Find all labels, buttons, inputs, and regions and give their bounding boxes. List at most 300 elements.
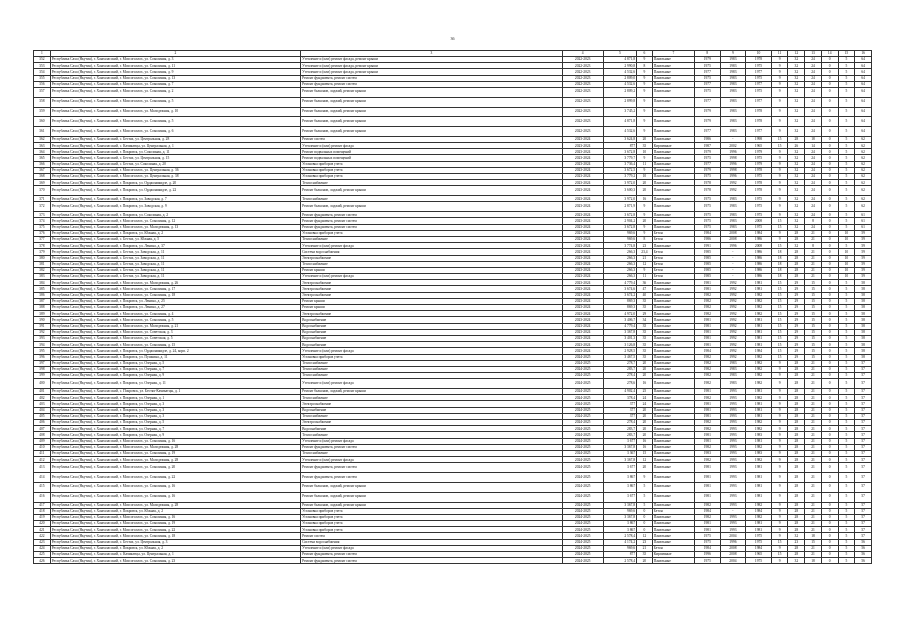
table-cell: Республика Саха (Якутия), г. Хангаласский, г. Покровск, ул. Озерная, д. 7: [50, 426, 300, 432]
table-cell: 5: [838, 354, 855, 360]
table-cell: Утепление и (или) ремонт фасада: [301, 274, 563, 280]
table-cell: 355: [34, 75, 51, 81]
table-cell: 64: [855, 117, 872, 127]
table-cell: 0: [821, 527, 838, 533]
table-cell: 57: [855, 492, 872, 502]
table-cell: Республика Саха (Якутия), г. Хангаласский, с. Бестях, ул. Заводская, д. 11: [50, 267, 300, 273]
table-cell: Утепление и (или) ремонт фасада, ремонт крыши: [301, 63, 563, 69]
table-cell: 1983: [720, 366, 746, 372]
table-cell: 397: [34, 360, 51, 366]
table-cell: Республика Саха (Якутия), г. Хангаласский, г. Мохсоголлох, ул. Соколиная, д. 22: [50, 473, 300, 483]
table-cell: 1985: [695, 274, 721, 280]
column-header: 3: [301, 51, 563, 57]
table-cell: 5: [838, 438, 855, 444]
table-cell: 266,3: [603, 249, 636, 255]
table-cell: Республика Саха (Якутия), г. Хангаласский, г. Покровск, ул. Озерная, д. 7: [50, 366, 300, 372]
table-cell: 10: [838, 255, 855, 261]
table-cell: 28: [788, 395, 805, 401]
table-cell: 2022-2023: [562, 63, 603, 69]
table-cell: 15: [771, 280, 788, 286]
table-cell: Панельные: [652, 305, 694, 311]
table-cell: 20: [637, 413, 653, 419]
table-cell: 57: [855, 502, 872, 508]
table-cell: 1986: [746, 267, 772, 273]
table-cell: 3 674,2: [603, 292, 636, 298]
table-cell: Панельные: [652, 514, 694, 520]
table-cell: 9: [637, 473, 653, 483]
table-cell: 2008: [746, 218, 772, 224]
table-cell: 5: [838, 413, 855, 419]
table-cell: 5: [838, 329, 855, 335]
table-cell: 393: [34, 335, 51, 341]
table-cell: 1983: [720, 75, 746, 81]
table-cell: 9: [771, 180, 788, 186]
table-cell: 12: [637, 261, 653, 267]
table-cell: Панельные: [652, 292, 694, 298]
table-cell: Республика Саха (Якутия), г. Хангаласский, г. Мохсоголлох, ул. Соколиная, д. 20: [50, 463, 300, 473]
table-cell: 5: [838, 558, 855, 564]
table-cell: 9: [637, 69, 653, 75]
table-cell: 1981: [746, 438, 772, 444]
table-cell: 5: [838, 463, 855, 473]
table-cell: Ремонт балконов, лоджий, ремонт крыши: [301, 87, 563, 97]
table-cell: 1975: [695, 174, 721, 180]
table-cell: 58: [855, 329, 872, 335]
table-cell: 1981: [695, 527, 721, 533]
table-cell: Республика Саха (Якутия), г. Хангаласский, г. Мохсоголлох, ул. Молодежная, д. 28: [50, 502, 300, 508]
table-cell: Панельные: [652, 527, 694, 533]
table-cell: 58: [855, 317, 872, 323]
table-cell: 28: [788, 482, 805, 492]
table-cell: 0: [821, 186, 838, 196]
table-cell: 1982: [746, 292, 772, 298]
table-cell: 24: [805, 87, 822, 97]
table-cell: 1992: [720, 280, 746, 286]
table-cell: 9: [771, 450, 788, 456]
table-cell: 9: [771, 117, 788, 127]
table-cell: 424: [34, 545, 51, 551]
table-cell: Панельные: [652, 155, 694, 161]
table-cell: Республика Саха (Якутия), г. Хангаласский, г. Мохсоголлох, ул. Соколиная, д. 17: [50, 286, 300, 292]
table-cell: 64: [855, 81, 872, 87]
table-cell: Республика Саха (Якутия), г. Хангаласский, г. Покровск, ул. Озерная, д. 5: [50, 360, 300, 366]
table-cell: Бетон: [652, 261, 694, 267]
table-cell: 5: [838, 117, 855, 127]
table-cell: 4 532,6: [603, 69, 636, 75]
table-cell: 0: [821, 373, 838, 379]
table-cell: 392: [34, 329, 51, 335]
table-cell: Панельные: [652, 407, 694, 413]
table-cell: 0: [821, 438, 838, 444]
capital-repair-table: [33, 50, 872, 564]
table-cell: 377: [603, 401, 636, 407]
table-cell: 0: [821, 473, 838, 483]
table-cell: 28: [788, 389, 805, 395]
table-cell: 28: [788, 521, 805, 527]
table-cell: 9: [771, 389, 788, 395]
table-cell: 5: [838, 317, 855, 323]
table-cell: 2008: [746, 243, 772, 249]
table-cell: 384: [34, 280, 51, 286]
table-cell: 1975: [746, 63, 772, 69]
table-cell: 0: [821, 212, 838, 218]
table-cell: 403: [34, 401, 51, 407]
table-cell: 390: [34, 317, 51, 323]
table-cell: 21: [805, 236, 822, 242]
table-cell: Установка приборов учета: [301, 508, 563, 514]
table-cell: 2024-2025: [562, 432, 603, 438]
table-cell: 62: [855, 196, 872, 202]
column-header: 7: [652, 51, 694, 57]
table-cell: 1978: [746, 57, 772, 63]
table-cell: Водоснабжение: [301, 407, 563, 413]
table-cell: 29: [788, 342, 805, 348]
table-cell: Панельные: [652, 63, 694, 69]
table-cell: 1996: [720, 161, 746, 167]
table-cell: Панельные: [652, 280, 694, 286]
table-cell: 396: [34, 354, 51, 360]
table-cell: 2023-2024: [562, 230, 603, 236]
table-cell: 1983: [720, 87, 746, 97]
table-cell: 0: [821, 292, 838, 298]
table-cell: 362: [34, 136, 51, 142]
table-cell: 24: [805, 97, 822, 107]
table-cell: 1981: [695, 317, 721, 323]
table-cell: 1992: [720, 323, 746, 329]
table-cell: 1983: [720, 360, 746, 366]
table-cell: 2023-2024: [562, 323, 603, 329]
table-cell: 28: [788, 492, 805, 502]
table-cell: Установка приборов учета: [301, 167, 563, 173]
table-cell: 1978: [746, 186, 772, 196]
table-cell: Панельные: [652, 75, 694, 81]
table-cell: 0: [821, 63, 838, 69]
table-cell: 1986: [746, 236, 772, 242]
table-cell: 5: [838, 521, 855, 527]
table-cell: 24: [805, 161, 822, 167]
table-cell: 21: [805, 508, 822, 514]
table-cell: 1983: [720, 127, 746, 137]
table-cell: 1975: [746, 212, 772, 218]
table-cell: 21: [805, 552, 822, 558]
table-cell: 1993: [720, 457, 746, 463]
table-cell: 24: [637, 395, 653, 401]
table-cell: Республика Саха (Якутия), г. Хангаласский, г. Мохсоголлох, ул. Молодежная, д. 10: [50, 107, 300, 117]
table-cell: 0: [821, 136, 838, 142]
table-cell: 10: [637, 174, 653, 180]
table-cell: 1981: [695, 521, 721, 527]
table-cell: 9: [771, 473, 788, 483]
table-cell: 0: [821, 317, 838, 323]
table-cell: 386: [34, 292, 51, 298]
table-cell: Республика Саха (Якутия), г. Хангаласский, г. Покровск, ул. Южная, д. 2: [50, 545, 300, 551]
table-cell: 5: [838, 426, 855, 432]
table-cell: 266,3: [603, 274, 636, 280]
column-header: 13: [805, 51, 822, 57]
table-cell: 413: [34, 463, 51, 473]
table-cell: 9: [637, 267, 653, 273]
table-cell: 2004: [720, 558, 746, 564]
table-cell: 2024-2025: [562, 438, 603, 444]
table-cell: 0: [821, 57, 838, 63]
table-cell: 0: [821, 366, 838, 372]
table-cell: 5: [838, 298, 855, 304]
table-cell: 2022-2023: [562, 97, 603, 107]
table-cell: 5: [838, 280, 855, 286]
table-cell: 358: [34, 97, 51, 107]
table-cell: 1984: [746, 508, 772, 514]
table-cell: 1978: [746, 167, 772, 173]
table-cell: 5: [838, 63, 855, 69]
table-cell: 1984: [746, 545, 772, 551]
table-cell: 4 532,6: [603, 127, 636, 137]
table-cell: 2023-2024: [562, 212, 603, 218]
table-cell: 0: [821, 545, 838, 551]
table-cell: 1982: [695, 311, 721, 317]
table-cell: 32: [788, 202, 805, 212]
table-cell: Республика Саха (Якутия), г. Хангаласский, с. Бестях, ул. Центральная, д. 3: [50, 539, 300, 545]
table-cell: 1982: [695, 379, 721, 389]
table-cell: 1993: [720, 521, 746, 527]
table-cell: 5: [838, 457, 855, 463]
table-cell: 3 779,2: [603, 174, 636, 180]
table-cell: 35: [637, 342, 653, 348]
table-cell: 9: [771, 457, 788, 463]
table-cell: 0: [821, 243, 838, 249]
table-cell: 9: [637, 97, 653, 107]
table-cell: 0: [821, 202, 838, 212]
table-cell: 57: [855, 463, 872, 473]
table-cell: Панельные: [652, 107, 694, 117]
table-cell: 15: [771, 243, 788, 249]
table-cell: 9: [637, 212, 653, 218]
table-cell: 5: [838, 545, 855, 551]
table-cell: 58: [855, 286, 872, 292]
table-cell: 2024-2025: [562, 545, 603, 551]
table-cell: 1981: [746, 527, 772, 533]
table-cell: Электроснабжение: [301, 292, 563, 298]
table-cell: Ремонт подвальных помещений: [301, 149, 563, 155]
table-cell: 9: [637, 57, 653, 63]
table-cell: 5: [838, 292, 855, 298]
table-cell: Кирпичные: [652, 143, 694, 149]
table-cell: 2023-2024: [562, 348, 603, 354]
table-cell: 12: [637, 533, 653, 539]
table-cell: 1975: [746, 87, 772, 97]
table-cell: 1992: [720, 292, 746, 298]
table-cell: Ремонт фундамента, ремонт систем: [301, 224, 563, 230]
table-cell: 15: [771, 305, 788, 311]
table-cell: 1986: [746, 249, 772, 255]
table-cell: 353: [34, 63, 51, 69]
table-cell: Ремонт фундамента, ремонт систем: [301, 212, 563, 218]
table-cell: Кирпичные: [652, 552, 694, 558]
table-cell: 9: [771, 527, 788, 533]
table-cell: Установка приборов учета: [301, 174, 563, 180]
table-cell: 1993: [720, 527, 746, 533]
table-cell: 9: [771, 373, 788, 379]
table-cell: 9: [771, 212, 788, 218]
table-cell: Панельные: [652, 186, 694, 196]
table-cell: 2 809,0: [603, 75, 636, 81]
table-cell: 1981: [746, 473, 772, 483]
table-cell: Ремонт балконов, лоджий, ремонт крыши: [301, 482, 563, 492]
column-header: 4: [562, 51, 603, 57]
table-cell: 57: [855, 438, 872, 444]
table-cell: 18: [771, 249, 788, 255]
table-cell: 20: [637, 186, 653, 196]
table-cell: 64: [855, 75, 872, 81]
table-cell: 15: [805, 323, 822, 329]
table-cell: Республика Саха (Якутия), г. Хангаласский, г. Покровск, ул. Орджоникидзе, д. 20: [50, 180, 300, 186]
table-cell: 57: [855, 401, 872, 407]
table-cell: Панельные: [652, 482, 694, 492]
table-cell: Панельные: [652, 117, 694, 127]
table-cell: 283,7: [603, 366, 636, 372]
table-cell: 0: [821, 348, 838, 354]
table-cell: 3 467,5: [603, 354, 636, 360]
table-cell: 1998: [720, 155, 746, 161]
table-cell: Ремонт крыши: [301, 298, 563, 304]
table-cell: 0: [821, 155, 838, 161]
table-cell: 1975: [746, 75, 772, 81]
table-cell: 9: [771, 401, 788, 407]
table-cell: 1982: [746, 311, 772, 317]
table-cell: 2023-2024: [562, 243, 603, 249]
table-cell: Теплоснабжение: [301, 261, 563, 267]
table-cell: 266,3: [603, 261, 636, 267]
table-cell: 2024-2025: [562, 457, 603, 463]
table-cell: 278,4: [603, 373, 636, 379]
table-cell: 9: [771, 492, 788, 502]
table-cell: 1981: [746, 323, 772, 329]
table-cell: 32: [788, 97, 805, 107]
table-cell: 0: [821, 180, 838, 186]
table-cell: Ремонт балконов, лоджий, ремонт крыши: [301, 202, 563, 212]
table-cell: 15: [771, 136, 788, 142]
table-cell: 2024-2025: [562, 473, 603, 483]
table-cell: 21: [805, 420, 822, 426]
table-cell: 1981: [695, 335, 721, 341]
table-cell: 57: [855, 373, 872, 379]
table-cell: 0: [821, 274, 838, 280]
table-cell: 10: [838, 267, 855, 273]
table-cell: 20: [637, 136, 653, 142]
table-cell: 16: [637, 444, 653, 450]
table-cell: -: [720, 261, 746, 267]
table-cell: 5: [838, 75, 855, 81]
table-cell: Установка приборов учета: [301, 230, 563, 236]
table-body: [34, 57, 872, 564]
table-cell: 1977: [695, 97, 721, 107]
table-cell: 58: [855, 298, 872, 304]
table-cell: 5: [838, 508, 855, 514]
table-cell: 20: [637, 420, 653, 426]
table-cell: 18: [771, 267, 788, 273]
table-cell: Республика Саха (Якутия), г. Хангаласский, г. Мохсоголлох, ул. Соколиная, д. 7: [50, 81, 300, 87]
table-cell: 14: [805, 143, 822, 149]
column-header: 5: [603, 51, 636, 57]
table-cell: 5: [838, 450, 855, 456]
table-cell: 1993: [720, 395, 746, 401]
table-cell: 1993: [720, 407, 746, 413]
table-cell: 12: [637, 457, 653, 463]
table-cell: 8: [637, 236, 653, 242]
table-cell: 32: [788, 57, 805, 63]
table-cell: 3 600,3: [603, 186, 636, 196]
table-cell: 1992: [720, 298, 746, 304]
table-cell: 0: [637, 508, 653, 514]
table-cell: 9: [771, 167, 788, 173]
table-cell: 5: [838, 196, 855, 202]
table-cell: 2023-2024: [562, 274, 603, 280]
table-cell: 1981: [695, 432, 721, 438]
table-cell: 32: [788, 218, 805, 224]
table-cell: Панельные: [652, 311, 694, 317]
table-cell: Панельные: [652, 212, 694, 218]
table-cell: 5: [838, 533, 855, 539]
table-cell: 15: [771, 348, 788, 354]
table-cell: Утепление и (или) ремонт фасада, ремонт крыши: [301, 57, 563, 63]
table-cell: Водоснабжение: [301, 317, 563, 323]
table-cell: 4 174,2: [603, 539, 636, 545]
table-cell: 0: [821, 389, 838, 395]
table-cell: 5: [838, 373, 855, 379]
table-cell: 1975: [695, 63, 721, 69]
table-cell: 369: [34, 180, 51, 186]
table-cell: 398: [34, 366, 51, 372]
table-cell: Республика Саха (Якутия), г. Хангаласский, г. Мохсоголлох, ул. Молодежная, д. 13: [50, 224, 300, 230]
table-cell: 2024-2025: [562, 533, 603, 539]
table-cell: Бетон: [652, 274, 694, 280]
table-cell: 2024-2025: [562, 521, 603, 527]
table-cell: Бетон: [652, 255, 694, 261]
table-cell: 1992: [720, 354, 746, 360]
table-cell: 21: [805, 444, 822, 450]
table-cell: Панельные: [652, 558, 694, 564]
table-cell: 3 677: [603, 463, 636, 473]
table-cell: -: [720, 255, 746, 261]
table-cell: 58: [855, 323, 872, 329]
table-cell: 1986: [746, 274, 772, 280]
table-cell: 9: [771, 413, 788, 419]
table-cell: 3 406,7: [603, 317, 636, 323]
table-cell: 1993: [720, 401, 746, 407]
table-cell: 394: [34, 342, 51, 348]
table-cell: Панельные: [652, 401, 694, 407]
table-cell: 0: [821, 280, 838, 286]
table-cell: 11: [637, 161, 653, 167]
table-cell: 20: [637, 180, 653, 186]
table-cell: Республика Саха (Якутия), г. Хангаласский, г. Покровск, ул. Заводская, д. 7: [50, 196, 300, 202]
table-cell: 370: [34, 186, 51, 196]
table-cell: 2 578,4: [603, 533, 636, 539]
table-cell: Система водоснабжения: [301, 249, 563, 255]
table-cell: Система водоснабжения: [301, 539, 563, 545]
table-cell: Панельные: [652, 196, 694, 202]
table-cell: 0: [821, 552, 838, 558]
table-cell: 15: [771, 218, 788, 224]
table-cell: 412: [34, 457, 51, 463]
table-cell: 382: [34, 267, 51, 273]
table-cell: Утепление и (или) ремонт фасада: [301, 379, 563, 389]
table-cell: Панельные: [652, 502, 694, 508]
table-cell: 1975: [746, 196, 772, 202]
table-cell: Панельные: [652, 444, 694, 450]
table-cell: 18: [805, 533, 822, 539]
table-cell: Теплоснабжение: [301, 366, 563, 372]
table-cell: 1984: [695, 508, 721, 514]
